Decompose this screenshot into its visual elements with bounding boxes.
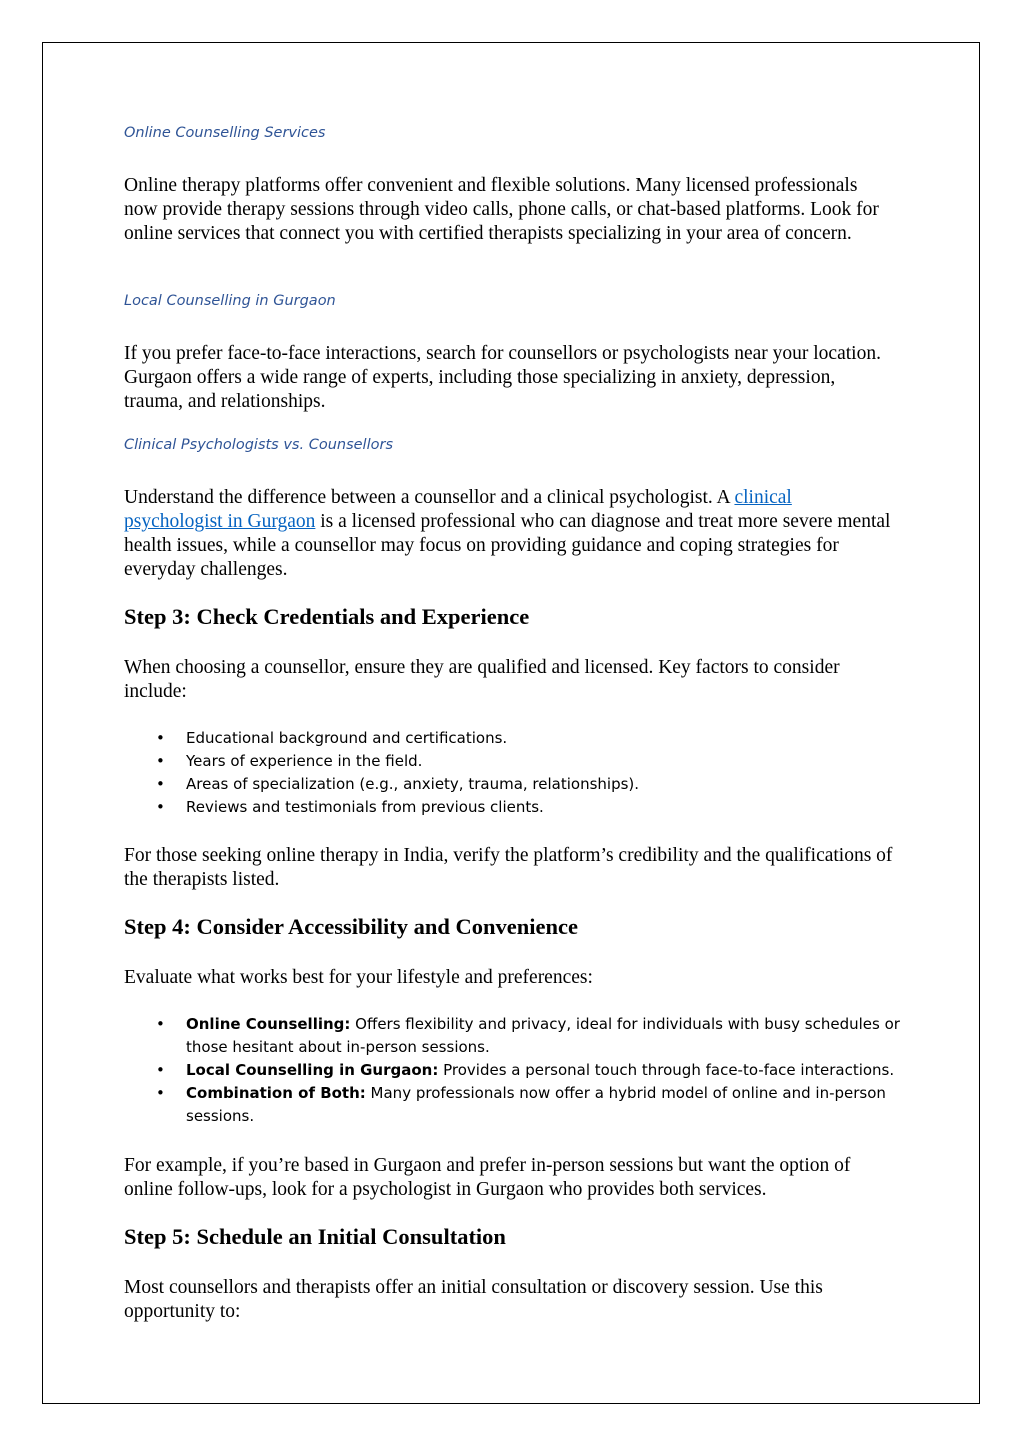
list-item-label: Combination of Both: [186, 1084, 366, 1102]
bullet-icon: • [156, 752, 165, 770]
list-item-text: Offers flexibility and privacy, ideal for individuals with busy schedules or those hesitant about in-person sessions. [186, 1015, 900, 1056]
list-item [124, 727, 914, 750]
subheading-local-counselling: Local Counselling in Gurgaon [124, 293, 336, 309]
subheading-clinical-psychologists: Clinical Psychologists vs. Counsellors [124, 437, 393, 453]
list-item [124, 1082, 904, 1128]
subheading-online-counselling: Online Counselling Services [124, 125, 326, 141]
list-item-text: Many professionals now offer a hybrid model of online and in-person sessions. [186, 1084, 886, 1125]
paragraph-step-4-intro: Evaluate what works best for your lifestyle and preferences: [124, 967, 593, 988]
paragraph-online-counselling: Online therapy platforms offer convenient and flexible solutions. Many licensed professionals now provide therapy sessions through video calls, phone calls, or chat-based platforms. Look for online services that connect you with certified therapists specializing in your area of concern. [124, 175, 879, 244]
paragraph-step-3-intro: When choosing a counsellor, ensure they are qualified and licensed. Key factors to consider include: [124, 657, 840, 702]
clinical-psychologist-link[interactable]: clinical psychologist in Gurgaon [124, 487, 792, 532]
list-item-text: Areas of specialization (e.g., anxiety, trauma, relationships). [186, 775, 640, 793]
list-item-text: Provides a personal touch through face-to-face interactions. [438, 1061, 895, 1079]
list-item [124, 1013, 904, 1059]
document-page [42, 42, 980, 1404]
bullet-icon: • [156, 1015, 165, 1033]
bullet-icon: • [156, 1061, 165, 1079]
heading-step-3: Step 3: Check Credentials and Experience [124, 604, 530, 629]
bullet-icon: • [156, 775, 165, 793]
paragraph-local-counselling: If you prefer face-to-face interactions, search for counsellors or psychologists near your location. Gurgaon offers a wide range of experts, including those specializing in anxiety, depression, trauma, and relationships. [124, 343, 881, 412]
list-item-text: Years of experience in the field. [186, 752, 423, 770]
paragraph-clinical-psychologists [124, 486, 894, 582]
bullet-icon: • [156, 729, 165, 747]
list-item-text: Reviews and testimonials from previous clients. [186, 798, 544, 816]
list-item [124, 1059, 904, 1082]
list-item-text: Educational background and certifications. [186, 729, 508, 747]
list-item [124, 796, 914, 819]
list-item [124, 750, 914, 773]
paragraph-step-5-intro: Most counsellors and therapists offer an initial consultation or discovery session. Use this opportunity to: [124, 1277, 823, 1322]
clinical-text-after: is a licensed professional who can diagnose and treat more severe mental health issues, while a counsellor may focus on providing guidance and coping strategies for everyday challenges. [124, 511, 891, 580]
paragraph-step-3-outro: For those seeking online therapy in India, verify the platform’s credibility and the qualifications of the therapists listed. [124, 845, 893, 890]
heading-step-4: Step 4: Consider Accessibility and Convenience [124, 914, 578, 939]
list-item [124, 773, 914, 796]
list-item-label: Local Counselling in Gurgaon: [186, 1061, 439, 1079]
paragraph-step-4-outro: For example, if you’re based in Gurgaon and prefer in-person sessions but want the option of online follow-ups, look for a psychologist in Gurgaon who provides both services. [124, 1155, 851, 1200]
clinical-text-before: Understand the difference between a counsellor and a clinical psychologist. A [124, 487, 735, 508]
bullet-icon: • [156, 798, 165, 816]
list-item-label: Online Counselling: [186, 1015, 351, 1033]
heading-step-5: Step 5: Schedule an Initial Consultation [124, 1224, 506, 1249]
list-credentials [124, 727, 914, 819]
list-accessibility [124, 1013, 904, 1128]
bullet-icon: • [156, 1084, 165, 1102]
